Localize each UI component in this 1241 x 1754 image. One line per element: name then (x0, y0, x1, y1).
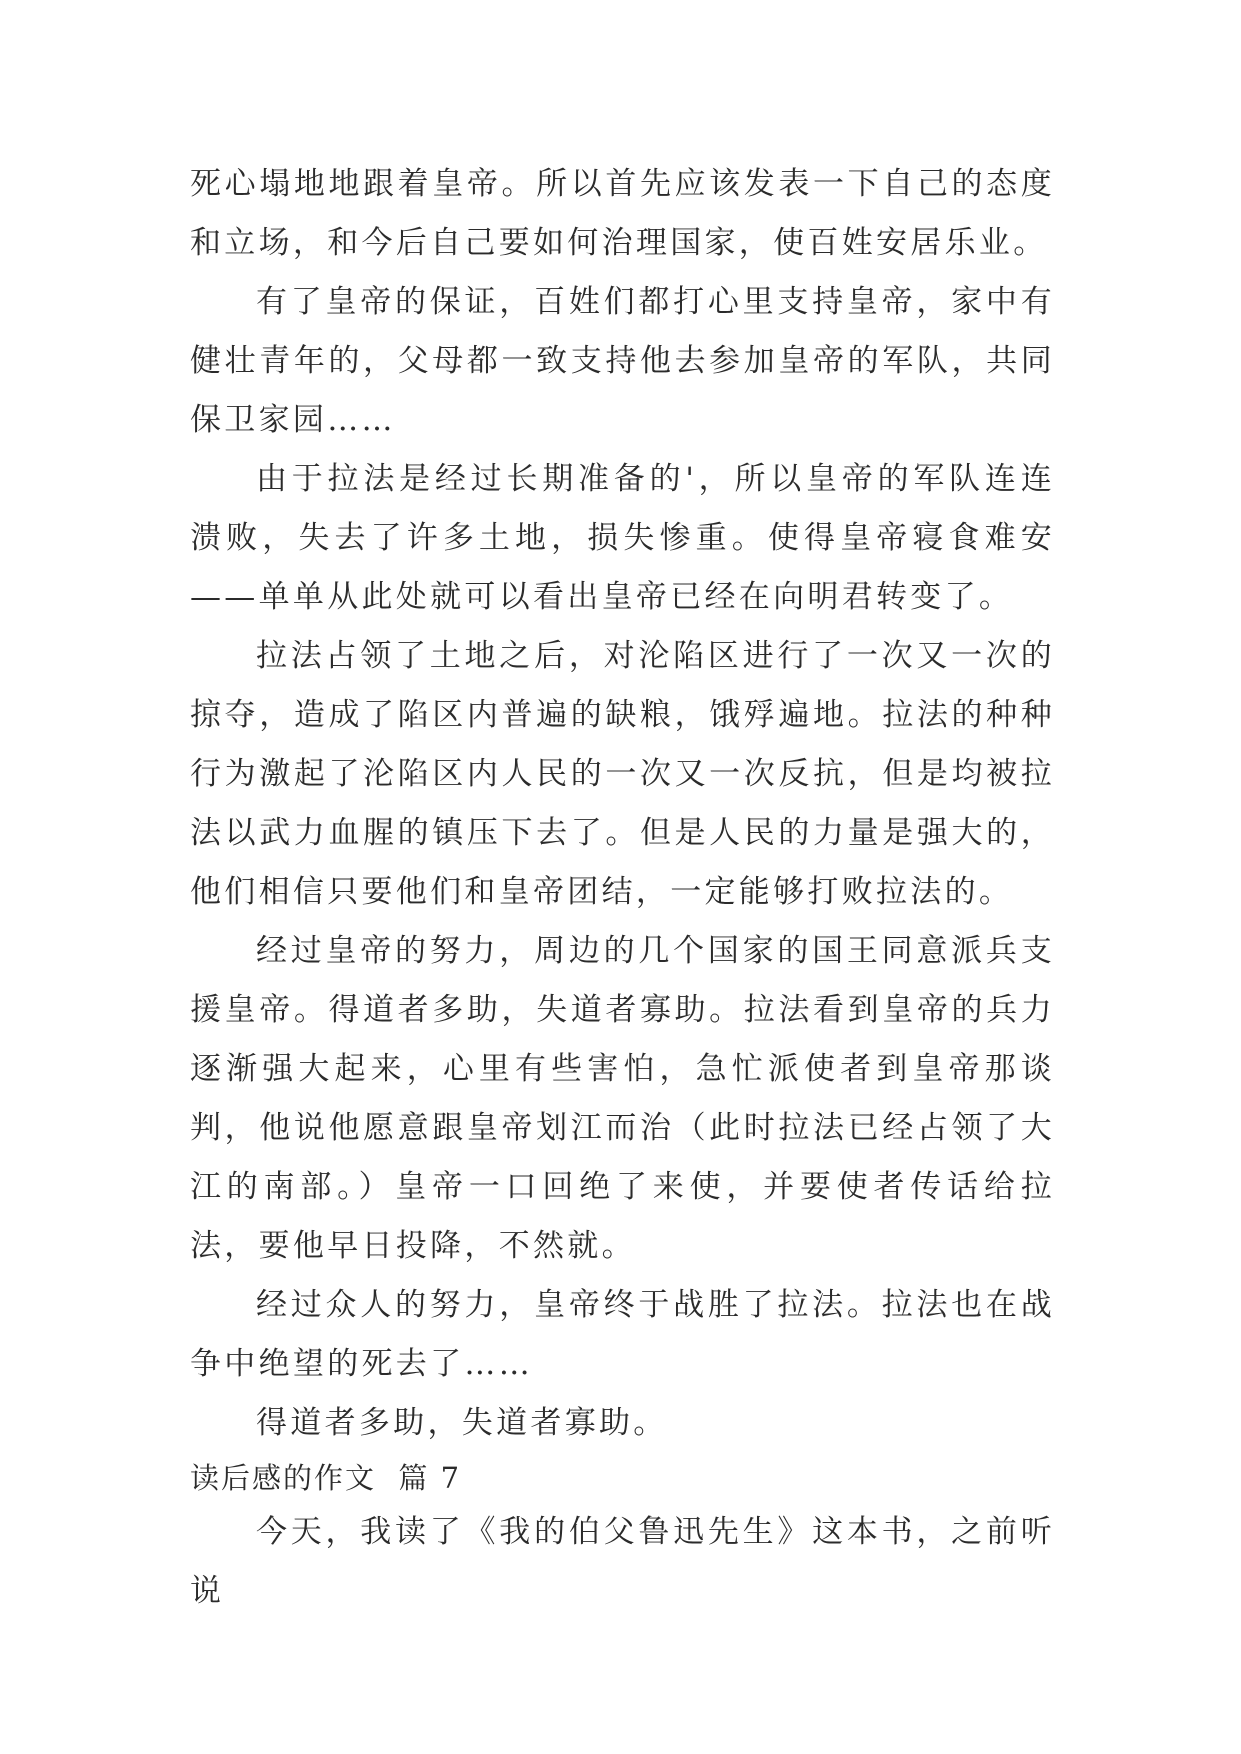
document-page (190, 155, 1055, 1621)
paragraph-6: 经过众人的努力，皇帝终于战胜了拉法。拉法也在战争中绝望的死去了…… (190, 1287, 1055, 1382)
paragraph-1: 死心塌地地跟着皇帝。所以首先应该发表一下自己的态度和立场，和今后自己要如何治理国家，使百姓安居乐业。 (190, 166, 1055, 261)
section-heading: 读后感的作文 篇 7 (190, 1461, 462, 1495)
paragraph-2: 有了皇帝的保证，百姓们都打心里支持皇帝，家中有健壮青年的，父母都一致支持他去参加皇帝的军队，共同保卫家园…… (190, 284, 1055, 438)
paragraph-4: 拉法占领了土地之后，对沦陷区进行了一次又一次的掠夺，造成了陷区内普遍的缺粮，饿殍遍地。拉法的种种行为激起了沦陷区内人民的一次又一次反抗，但是均被拉法以武力血腥的镇压下去了。但是人民的力量是强大的，他们相信只要他们和皇帝团结，一定能够打败拉法的。 (190, 638, 1055, 910)
paragraph-3: 由于拉法是经过长期准备的'，所以皇帝的军队连连溃败，失去了许多土地，损失惨重。使得皇帝寝食难安——单单从此处就可以看出皇帝已经在向明君转变了。 (190, 461, 1055, 615)
paragraph-8: 今天，我读了《我的伯父鲁迅先生》这本书，之前听说 (190, 1514, 1055, 1609)
paragraph-7: 得道者多助，失道者寡助。 (256, 1405, 668, 1441)
paragraph-5: 经过皇帝的努力，周边的几个国家的国王同意派兵支援皇帝。得道者多助，失道者寡助。拉法看到皇帝的兵力逐渐强大起来，心里有些害怕，急忙派使者到皇帝那谈判，他说他愿意跟皇帝划江而治（此时拉法已经占领了大江的南部。）皇帝一口回绝了来使，并要使者传话给拉法，要他早日投降，不然就。 (190, 933, 1055, 1264)
